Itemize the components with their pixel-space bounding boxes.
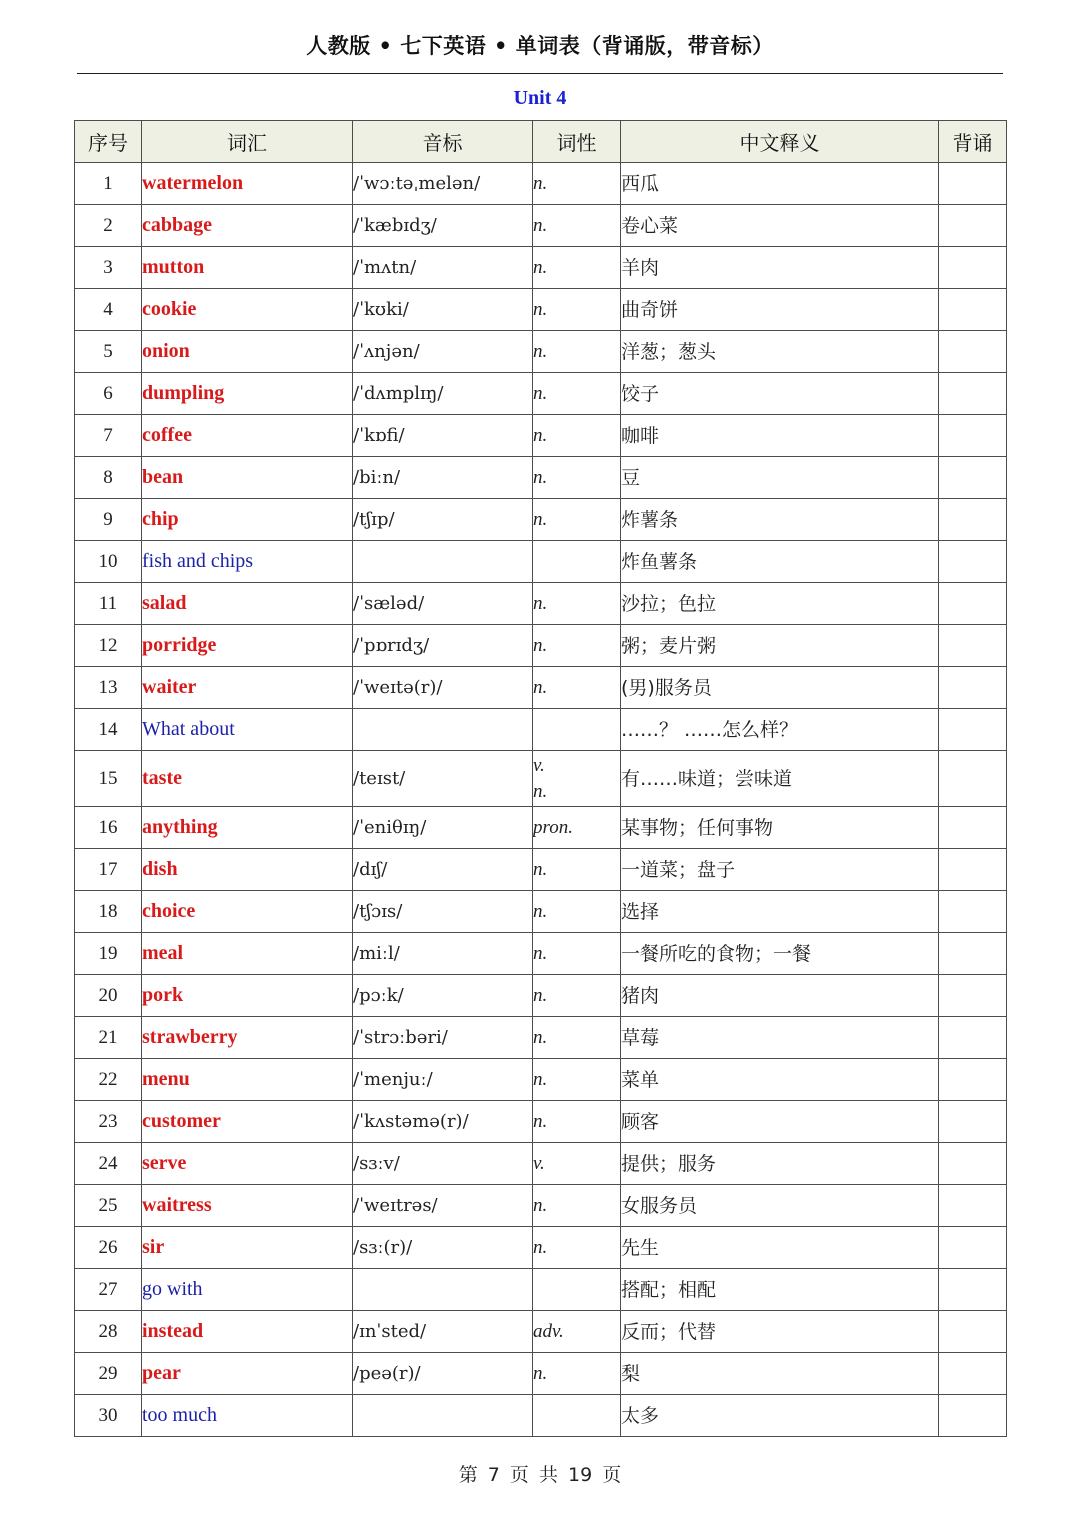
table-row [75, 709, 1007, 751]
vocab-word: meal [142, 933, 353, 975]
vocab-word: coffee [142, 415, 353, 457]
chinese-meaning: 豆 [621, 457, 939, 499]
part-of-speech-label: n. [533, 214, 548, 236]
table-row [75, 1269, 1007, 1311]
phonetic-transcription: /peə(r)/ [353, 1353, 533, 1395]
vocab-word: menu [142, 1059, 353, 1101]
phonetic-transcription: /biːn/ [353, 457, 533, 499]
part-of-speech-label: n. [533, 340, 548, 362]
table-row [75, 541, 1007, 583]
phonetic-transcription [353, 709, 533, 751]
recite-checkbox-cell[interactable] [939, 289, 1007, 331]
part-of-speech-label: n. [533, 1026, 548, 1048]
row-index: 27 [75, 1269, 142, 1311]
phonetic-transcription: /miːl/ [353, 933, 533, 975]
part-of-speech-label: n. [533, 942, 548, 964]
phonetic-transcription: /ˈdʌmplɪŋ/ [353, 373, 533, 415]
phonetic-transcription: /ˈweɪtrəs/ [353, 1185, 533, 1227]
recite-checkbox-cell[interactable] [939, 1269, 1007, 1311]
part-of-speech [533, 415, 621, 457]
table-row [75, 289, 1007, 331]
part-of-speech-label: v. [533, 754, 545, 776]
row-index: 9 [75, 499, 142, 541]
vocab-word: strawberry [142, 1017, 353, 1059]
part-of-speech [533, 331, 621, 373]
chinese-meaning: 女服务员 [621, 1185, 939, 1227]
chinese-meaning: 一餐所吃的食物；一餐 [621, 933, 939, 975]
chinese-meaning: ……？ ……怎么样？ [621, 709, 939, 751]
part-of-speech-label: n. [533, 634, 548, 656]
table-row [75, 499, 1007, 541]
chinese-meaning: 西瓜 [621, 163, 939, 205]
part-of-speech-label: pron. [533, 816, 573, 838]
chinese-meaning: 咖啡 [621, 415, 939, 457]
recite-checkbox-cell[interactable] [939, 247, 1007, 289]
chinese-meaning: 某事物；任何事物 [621, 807, 939, 849]
vocab-word: sir [142, 1227, 353, 1269]
phonetic-transcription: /ˈmʌtn/ [353, 247, 533, 289]
recite-checkbox-cell[interactable] [939, 751, 1007, 807]
vocab-word: pear [142, 1353, 353, 1395]
recite-checkbox-cell[interactable] [939, 541, 1007, 583]
vocab-word: serve [142, 1143, 353, 1185]
part-of-speech-label: n. [533, 298, 548, 320]
recite-checkbox-cell[interactable] [939, 975, 1007, 1017]
row-index: 28 [75, 1311, 142, 1353]
recite-checkbox-cell[interactable] [939, 891, 1007, 933]
phonetic-transcription: /ˈmenjuː/ [353, 1059, 533, 1101]
row-index: 15 [75, 751, 142, 807]
vocab-word: onion [142, 331, 353, 373]
phonetic-transcription: /sɜːv/ [353, 1143, 533, 1185]
vocab-word: bean [142, 457, 353, 499]
recite-checkbox-cell[interactable] [939, 1017, 1007, 1059]
vocab-word: choice [142, 891, 353, 933]
part-of-speech [533, 1059, 621, 1101]
part-of-speech [533, 499, 621, 541]
chinese-meaning: 先生 [621, 1227, 939, 1269]
recite-checkbox-cell[interactable] [939, 807, 1007, 849]
table-row [75, 1227, 1007, 1269]
chinese-meaning: 卷心菜 [621, 205, 939, 247]
row-index: 8 [75, 457, 142, 499]
document-title: 人教版 • 七下英语 • 单词表（背诵版，带音标） [306, 33, 774, 58]
chinese-meaning: (男)服务员 [621, 667, 939, 709]
part-of-speech [533, 625, 621, 667]
part-of-speech [533, 1311, 621, 1353]
chinese-meaning: 顾客 [621, 1101, 939, 1143]
chinese-meaning: 草莓 [621, 1017, 939, 1059]
part-of-speech [533, 1143, 621, 1185]
recite-checkbox-cell[interactable] [939, 667, 1007, 709]
part-of-speech-label: v. [533, 1152, 545, 1174]
recite-checkbox-cell[interactable] [939, 163, 1007, 205]
row-index: 18 [75, 891, 142, 933]
table-row [75, 1395, 1007, 1437]
row-index: 29 [75, 1353, 142, 1395]
column-header-word: 词汇 [142, 121, 353, 163]
chinese-meaning: 反而；代替 [621, 1311, 939, 1353]
phonetic-transcription: /ˈkæbɪdʒ/ [353, 205, 533, 247]
chinese-meaning: 曲奇饼 [621, 289, 939, 331]
vocab-word: customer [142, 1101, 353, 1143]
column-header-phonetic: 音标 [353, 121, 533, 163]
table-row [75, 1185, 1007, 1227]
part-of-speech-label: n. [533, 508, 548, 530]
recite-checkbox-cell[interactable] [939, 1353, 1007, 1395]
table-row [75, 457, 1007, 499]
phonetic-transcription [353, 541, 533, 583]
part-of-speech [533, 541, 621, 583]
part-of-speech [533, 1269, 621, 1311]
vocab-word: waitress [142, 1185, 353, 1227]
part-of-speech [533, 807, 621, 849]
part-of-speech-label: n. [533, 676, 548, 698]
part-of-speech-label: n. [533, 780, 548, 802]
phonetic-transcription: /ɪnˈsted/ [353, 1311, 533, 1353]
recite-checkbox-cell[interactable] [939, 1143, 1007, 1185]
table-row [75, 247, 1007, 289]
row-index: 11 [75, 583, 142, 625]
row-index: 3 [75, 247, 142, 289]
table-header-row [75, 121, 1007, 163]
column-header-meaning: 中文释义 [621, 121, 939, 163]
vocab-phrase: fish and chips [142, 541, 353, 583]
recite-checkbox-cell[interactable] [939, 1311, 1007, 1353]
vocab-word: chip [142, 499, 353, 541]
part-of-speech [533, 1227, 621, 1269]
unit-title: Unit 4 [513, 87, 567, 109]
part-of-speech-label: n. [533, 424, 548, 446]
phonetic-transcription: /ˈeniθɪŋ/ [353, 807, 533, 849]
phonetic-transcription: /ˈʌnjən/ [353, 331, 533, 373]
table-row [75, 975, 1007, 1017]
chinese-meaning: 饺子 [621, 373, 939, 415]
part-of-speech [533, 1185, 621, 1227]
chinese-meaning: 太多 [621, 1395, 939, 1437]
chinese-meaning: 沙拉；色拉 [621, 583, 939, 625]
part-of-speech-label: n. [533, 1068, 548, 1090]
vocab-word: cookie [142, 289, 353, 331]
vocab-word: pork [142, 975, 353, 1017]
table-row [75, 1143, 1007, 1185]
chinese-meaning: 羊肉 [621, 247, 939, 289]
part-of-speech [533, 751, 621, 807]
part-of-speech-label: n. [533, 592, 548, 614]
part-of-speech [533, 247, 621, 289]
chinese-meaning: 粥；麦片粥 [621, 625, 939, 667]
chinese-meaning: 提供；服务 [621, 1143, 939, 1185]
phonetic-transcription: /ˈkʊki/ [353, 289, 533, 331]
part-of-speech-label: n. [533, 984, 548, 1006]
recite-checkbox-cell[interactable] [939, 205, 1007, 247]
part-of-speech [533, 667, 621, 709]
part-of-speech [533, 849, 621, 891]
table-row [75, 583, 1007, 625]
chinese-meaning: 炸鱼薯条 [621, 541, 939, 583]
row-index: 25 [75, 1185, 142, 1227]
recite-checkbox-cell[interactable] [939, 1059, 1007, 1101]
recite-checkbox-cell[interactable] [939, 583, 1007, 625]
part-of-speech [533, 1101, 621, 1143]
vocabulary-table-body [75, 163, 1007, 1437]
part-of-speech-label: n. [533, 858, 548, 880]
row-index: 1 [75, 163, 142, 205]
vocab-word: salad [142, 583, 353, 625]
part-of-speech-label: n. [533, 256, 548, 278]
row-index: 16 [75, 807, 142, 849]
recite-checkbox-cell[interactable] [939, 1395, 1007, 1437]
part-of-speech-label: n. [533, 1236, 548, 1258]
table-row [75, 205, 1007, 247]
phonetic-transcription: /tʃɔɪs/ [353, 891, 533, 933]
row-index: 23 [75, 1101, 142, 1143]
vocabulary-table [74, 120, 1007, 1437]
phonetic-transcription: /ˈsæləd/ [353, 583, 533, 625]
phonetic-transcription: /ˈweɪtə(r)/ [353, 667, 533, 709]
table-row [75, 373, 1007, 415]
column-header-recite: 背诵 [939, 121, 1007, 163]
part-of-speech-label: n. [533, 172, 548, 194]
table-row [75, 415, 1007, 457]
table-row [75, 1311, 1007, 1353]
row-index: 21 [75, 1017, 142, 1059]
row-index: 26 [75, 1227, 142, 1269]
part-of-speech [533, 289, 621, 331]
chinese-meaning: 猪肉 [621, 975, 939, 1017]
part-of-speech-label: adv. [533, 1320, 564, 1342]
phonetic-transcription: /dɪʃ/ [353, 849, 533, 891]
vocab-word: mutton [142, 247, 353, 289]
recite-checkbox-cell[interactable] [939, 625, 1007, 667]
recite-checkbox-cell[interactable] [939, 373, 1007, 415]
phonetic-transcription: /teɪst/ [353, 751, 533, 807]
phonetic-transcription: /tʃɪp/ [353, 499, 533, 541]
chinese-meaning: 有……味道；尝味道 [621, 751, 939, 807]
row-index: 17 [75, 849, 142, 891]
chinese-meaning: 搭配；相配 [621, 1269, 939, 1311]
recite-checkbox-cell[interactable] [939, 331, 1007, 373]
part-of-speech [533, 163, 621, 205]
part-of-speech-label: n. [533, 900, 548, 922]
recite-checkbox-cell[interactable] [939, 499, 1007, 541]
chinese-meaning: 菜单 [621, 1059, 939, 1101]
row-index: 6 [75, 373, 142, 415]
vocab-phrase: What about [142, 709, 353, 751]
phonetic-transcription [353, 1395, 533, 1437]
recite-checkbox-cell[interactable] [939, 1101, 1007, 1143]
table-row [75, 891, 1007, 933]
phonetic-transcription: /ˈkɒfi/ [353, 415, 533, 457]
recite-checkbox-cell[interactable] [939, 1185, 1007, 1227]
header-divider [77, 73, 1003, 74]
part-of-speech-label: n. [533, 1194, 548, 1216]
part-of-speech-label: n. [533, 382, 548, 404]
phonetic-transcription: /ˈwɔːtəˌmelən/ [353, 163, 533, 205]
vocab-word: watermelon [142, 163, 353, 205]
vocab-word: dumpling [142, 373, 353, 415]
column-header-index: 序号 [75, 121, 142, 163]
row-index: 2 [75, 205, 142, 247]
row-index: 20 [75, 975, 142, 1017]
part-of-speech [533, 457, 621, 499]
chinese-meaning: 一道菜；盘子 [621, 849, 939, 891]
table-row [75, 331, 1007, 373]
recite-checkbox-cell[interactable] [939, 709, 1007, 751]
vocab-word: anything [142, 807, 353, 849]
row-index: 12 [75, 625, 142, 667]
vocab-word: instead [142, 1311, 353, 1353]
part-of-speech [533, 1395, 621, 1437]
recite-checkbox-cell[interactable] [939, 1227, 1007, 1269]
vocab-word: cabbage [142, 205, 353, 247]
recite-checkbox-cell[interactable] [939, 849, 1007, 891]
chinese-meaning: 炸薯条 [621, 499, 939, 541]
row-index: 14 [75, 709, 142, 751]
row-index: 7 [75, 415, 142, 457]
part-of-speech [533, 583, 621, 625]
recite-checkbox-cell[interactable] [939, 415, 1007, 457]
part-of-speech [533, 891, 621, 933]
page-number: 第 7 页 共 19 页 [458, 1464, 622, 1486]
vocab-word: porridge [142, 625, 353, 667]
part-of-speech [533, 933, 621, 975]
table-row [75, 807, 1007, 849]
row-index: 5 [75, 331, 142, 373]
part-of-speech-label: n. [533, 1110, 548, 1132]
vocab-word: waiter [142, 667, 353, 709]
part-of-speech [533, 709, 621, 751]
table-row [75, 933, 1007, 975]
phonetic-transcription: /pɔːk/ [353, 975, 533, 1017]
table-row [75, 1101, 1007, 1143]
part-of-speech [533, 205, 621, 247]
table-row [75, 667, 1007, 709]
recite-checkbox-cell[interactable] [939, 457, 1007, 499]
table-row [75, 1059, 1007, 1101]
phonetic-transcription: /ˈpɒrɪdʒ/ [353, 625, 533, 667]
phonetic-transcription [353, 1269, 533, 1311]
row-index: 30 [75, 1395, 142, 1437]
vocab-word: dish [142, 849, 353, 891]
phonetic-transcription: /ˈkʌstəmə(r)/ [353, 1101, 533, 1143]
row-index: 22 [75, 1059, 142, 1101]
column-header-part-of-speech: 词性 [533, 121, 621, 163]
table-row [75, 849, 1007, 891]
part-of-speech [533, 1017, 621, 1059]
vocab-phrase: go with [142, 1269, 353, 1311]
part-of-speech [533, 975, 621, 1017]
row-index: 4 [75, 289, 142, 331]
part-of-speech-label: n. [533, 1362, 548, 1384]
chinese-meaning: 梨 [621, 1353, 939, 1395]
row-index: 24 [75, 1143, 142, 1185]
row-index: 13 [75, 667, 142, 709]
part-of-speech [533, 373, 621, 415]
chinese-meaning: 洋葱；葱头 [621, 331, 939, 373]
row-index: 19 [75, 933, 142, 975]
phonetic-transcription: /sɜː(r)/ [353, 1227, 533, 1269]
table-row [75, 751, 1007, 807]
part-of-speech-label: n. [533, 466, 548, 488]
vocab-phrase: too much [142, 1395, 353, 1437]
table-row [75, 163, 1007, 205]
chinese-meaning: 选择 [621, 891, 939, 933]
table-row [75, 1353, 1007, 1395]
row-index: 10 [75, 541, 142, 583]
table-row [75, 625, 1007, 667]
vocab-word: taste [142, 751, 353, 807]
recite-checkbox-cell[interactable] [939, 933, 1007, 975]
part-of-speech [533, 1353, 621, 1395]
phonetic-transcription: /ˈstrɔːbəri/ [353, 1017, 533, 1059]
table-row [75, 1017, 1007, 1059]
